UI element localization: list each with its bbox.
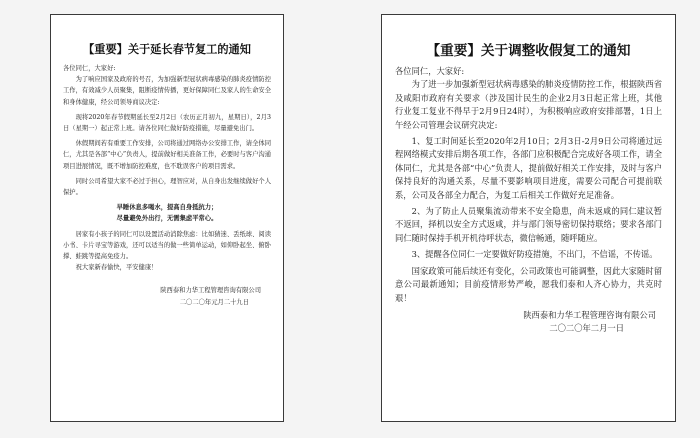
date: 二〇二〇年二月一日: [549, 323, 624, 334]
paragraph: 1、复工时间延长至2020年2月10日；2月3日-2月9日公司将通过远程网络模式安排后期各项工作，各部门应积极配合完成好各项工作，请全体同仁，尤其是各部“中心”负责人，提前做好相关工作安排，及时与客户保持良好的沟通关系，尽量不要影响项目进度，需要公司配合可提前联系，公司及各部全力配合，为复工后相关工作做好充足准备。: [395, 136, 662, 200]
paragraph: 国家政策可能后续还有变化，公司政策也可能调整，因此大家随时留意公司最新通知；目前疫情形势严峻，愿我们泰和人齐心协力，共克时艰！: [395, 265, 662, 303]
notice-document-extend-holiday: [50, 14, 284, 422]
paragraph: 祝大家新春愉快，平安健康！: [75, 264, 158, 272]
paragraph: 居家有小孩子的同仁可以设置活动消除焦虑：比如猜迷、丢纸球、阅读小书、卡片寻宝等游戏，还可以适当的做一些简单运动，如仰卧起坐、俯卧撑、蛙跳等提高免疫力。: [63, 230, 271, 261]
date: 二〇二〇年元月二十九日: [179, 298, 249, 306]
notice-document-adjust-return: [381, 14, 676, 422]
notice-body: [395, 65, 662, 336]
paragraph: 同时公司希望大家不必过于担心，理智应对，从自身出发继续做好个人保护。: [63, 177, 271, 197]
paragraph: 2、为了防止人员聚集流动带来不安全隐患，尚未返咸的同仁建议暂不返回，择机以安全方式返咸，并与部门领导密切保持联络；要求各部门同仁随时保持手机开机待呼状态，微信畅通，随呼随应。: [395, 206, 662, 243]
emphasis-line: 尽量避免外出行，无需集虑平常心。: [116, 215, 218, 223]
notice-title: 【重要】关于调整收假复工的通知: [426, 43, 631, 59]
emphasis-line: 早睡休息多喝水，提高自身抵抗力；: [116, 204, 218, 212]
notice-body: [63, 63, 271, 308]
greeting: 各位同仁，大家好:: [395, 66, 465, 76]
paragraph: 现将2020年春节假期延长至2月2日（农历正月初九，星期日），2月3日（星期一）起正常上班。请各位同仁做好防疫措施，尽量避免出门。: [63, 113, 271, 133]
notice-title: 【重要】关于延长春节复工的通知: [83, 42, 251, 56]
paragraph: 为了响应国家及政府的号召，为加强新型冠状病毒感染的肺炎疫情防控工作，有效减少人员聚集，阻断疫情传播，更好保障同仁及家人的生命安全和身体健康，经公司领导商议决定:: [63, 76, 271, 106]
paragraph: 为了进一步加强新型冠状病毒感染的肺炎疫情防控工作，根据陕西省及咸阳市政府有关要求（涉及国计民生的企业2月3日起正常上班，其他行业复工复业不得早于2月9日24时），为积极响应政府安排部署，1日上午经公司管理会议研究决定:: [395, 79, 662, 130]
paragraph: 休假期间若有重要工作安排，公司将通过网络办公安排工作，请全体同仁，尤其是各部“中心”负责人，提前做好相关准备工作，必要时与客户沟通项目进展情况，既不增加防控难度，也不耽误客户的项目需求。: [63, 140, 271, 170]
greeting: 各位同仁，大家好:: [63, 65, 116, 72]
paragraph: 3、提醒各位同仁一定要做好防疫措施，不出门，不信谣，不传谣。: [411, 249, 658, 260]
signer: 陕西泰和力华工程管理咨询有限公司: [523, 309, 656, 320]
signer: 陕西泰和力华工程管理咨询有限公司: [160, 287, 261, 295]
